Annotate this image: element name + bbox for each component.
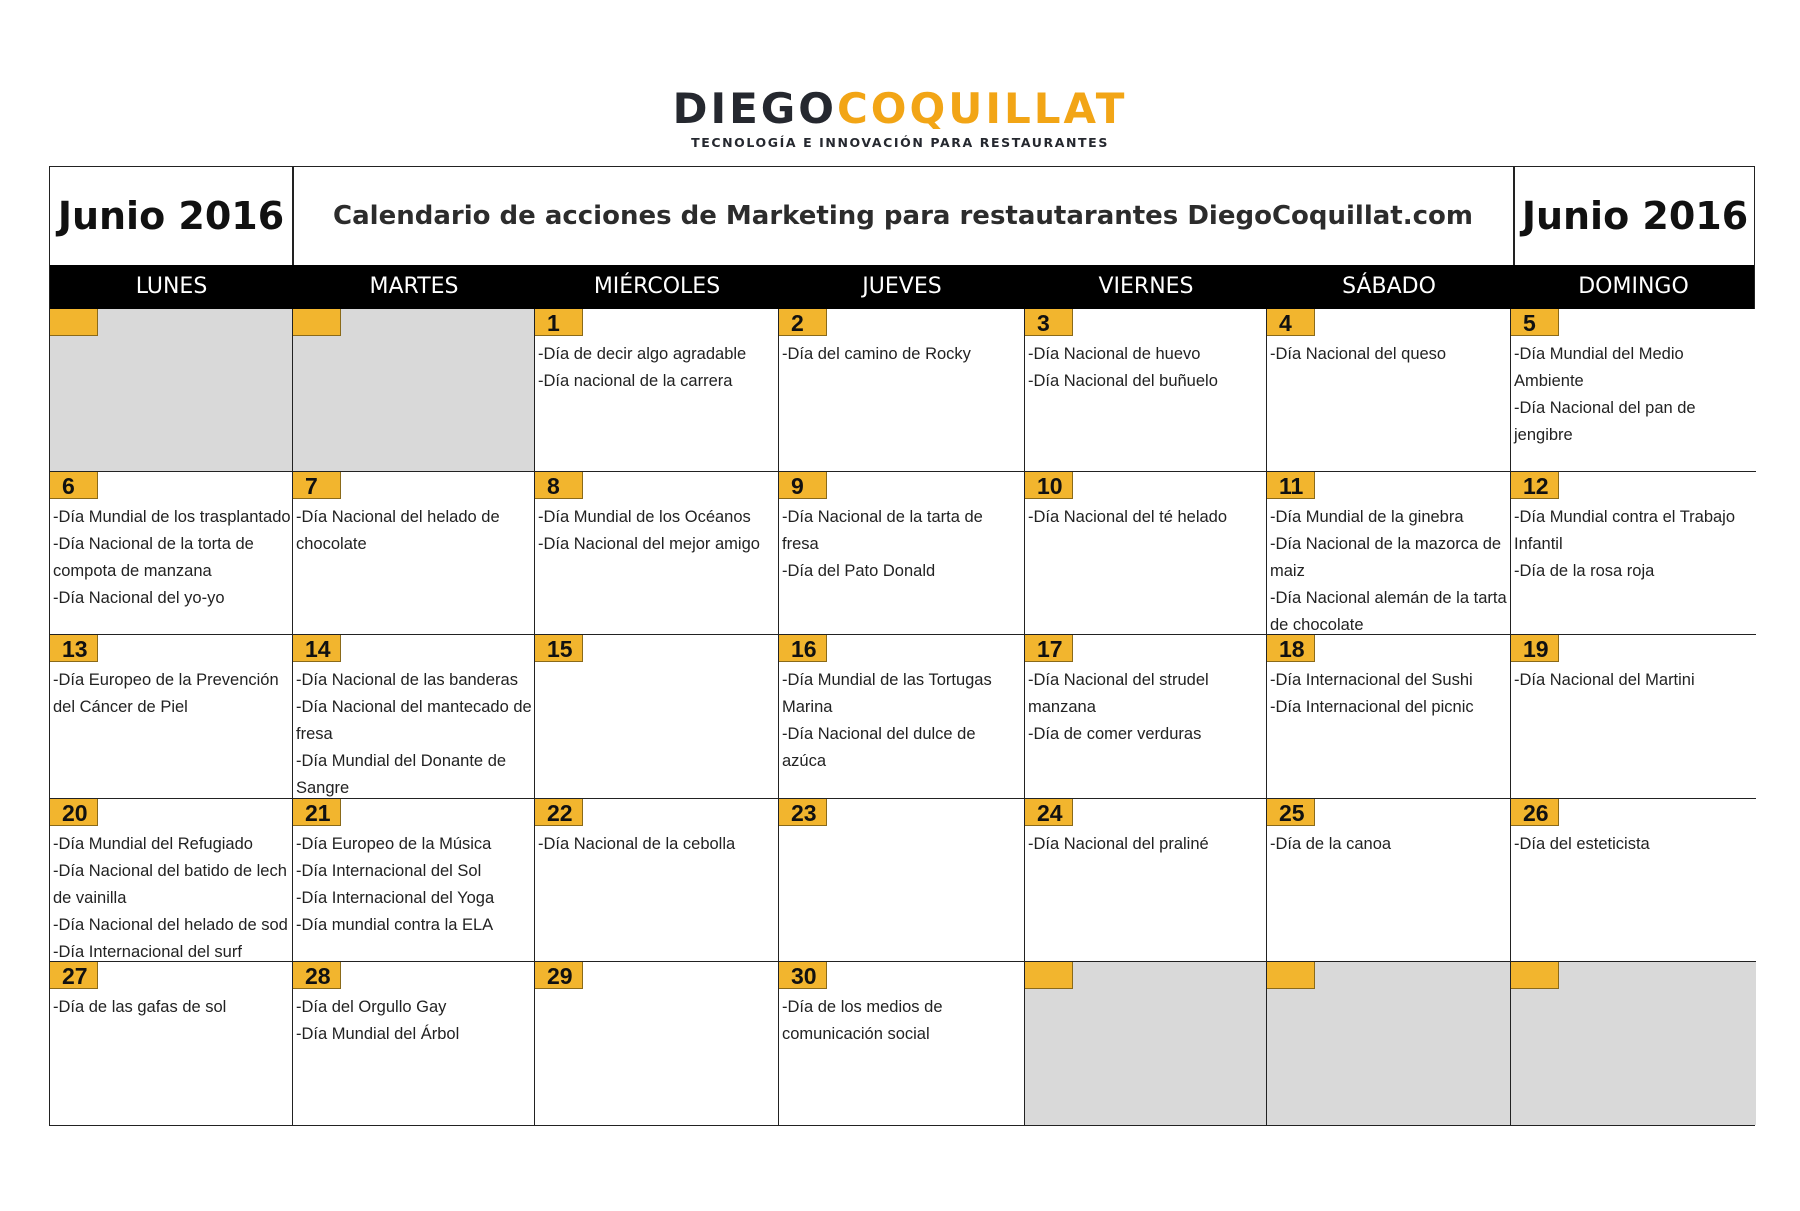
day-cell (779, 472, 1025, 635)
event-item: -Día Nacional de la torta de compota de manzana (53, 535, 254, 580)
month-label-right (1514, 167, 1756, 265)
day-cell (535, 309, 779, 472)
event-list (1028, 667, 1286, 748)
day-number-badge: 9 (779, 472, 827, 499)
event-item: -Día de las gafas de sol (53, 998, 227, 1016)
logo-part-coquillat: COQUILLAT (836, 84, 1128, 133)
event-item: -Día Nacional del yo-yo (53, 589, 225, 607)
weekday-bar (50, 265, 1754, 309)
weekday-header: JUEVES (862, 274, 942, 299)
day-cell (50, 635, 293, 799)
day-number-badge: 22 (535, 799, 583, 826)
day-number-badge: 25 (1267, 799, 1315, 826)
day-cell (293, 962, 535, 1125)
day-number-badge (1511, 962, 1559, 989)
event-item: -Día Nacional de la tarta de fresa (782, 508, 983, 553)
calendar (49, 166, 1755, 1126)
event-list (538, 831, 798, 858)
day-number-badge (1025, 962, 1073, 989)
event-item: -Día Nacional de la mazorca de maiz (1270, 535, 1502, 580)
event-item: -Día Internacional del Sol (296, 862, 482, 880)
event-list (1514, 341, 1776, 449)
weekday-header: VIERNES (1098, 274, 1194, 299)
event-list (53, 994, 312, 1021)
event-list (538, 504, 798, 558)
event-list (296, 667, 554, 802)
weekday-header: SÁBADO (1342, 274, 1436, 299)
event-list (53, 667, 312, 721)
day-number-badge: 19 (1511, 635, 1559, 662)
day-cell (1267, 635, 1511, 799)
event-list (782, 667, 1044, 775)
day-cell (1511, 309, 1756, 472)
weekday-header: LUNES (135, 274, 208, 299)
day-number-badge: 28 (293, 962, 341, 989)
event-item: -Día Nacional del helado de sod (53, 916, 288, 934)
event-item: -Día Nacional del praliné (1028, 835, 1209, 853)
event-item: -Día nacional de la carrera (538, 372, 733, 390)
empty-day-cell (293, 309, 535, 472)
empty-day-cell (1511, 962, 1756, 1125)
event-item: -Día del esteticista (1514, 835, 1650, 853)
event-item: -Día Mundial del Medio Ambiente (1514, 345, 1684, 390)
logo-tagline: TECNOLOGÍA E INNOVACIÓN PARA RESTAURANTES (691, 135, 1109, 150)
day-cell (1025, 472, 1267, 635)
event-item: -Día Nacional del mejor amigo (538, 535, 760, 553)
event-list (1270, 341, 1530, 368)
event-item: -Día Nacional del pan de jengibre (1514, 399, 1696, 444)
day-number-badge: 27 (50, 962, 98, 989)
calendar-header (50, 167, 1754, 265)
event-list (1028, 831, 1286, 858)
day-cell (50, 962, 293, 1125)
day-number-badge: 10 (1025, 472, 1073, 499)
event-item: -Día Internacional del Sushi (1270, 671, 1473, 689)
day-number-badge (50, 309, 98, 336)
event-item: -Día Internacional del picnic (1270, 698, 1474, 716)
event-item: -Día Mundial del Árbol (296, 1025, 460, 1043)
event-item: -Día del camino de Rocky (782, 345, 971, 363)
event-list (296, 504, 554, 558)
event-item: -Día Mundial del Donante de Sangre (296, 752, 507, 797)
day-cell (535, 635, 779, 799)
day-cell (1025, 635, 1267, 799)
day-number-badge: 8 (535, 472, 583, 499)
event-item: -Día Mundial de los trasplantado (53, 508, 291, 526)
event-item: -Día Nacional de la cebolla (538, 835, 736, 853)
day-number-badge: 30 (779, 962, 827, 989)
event-item: -Día Nacional del helado de chocolate (296, 508, 500, 553)
event-item: -Día Nacional de las banderas (296, 671, 518, 689)
day-number-badge: 18 (1267, 635, 1315, 662)
event-item: -Día Nacional de huevo (1028, 345, 1201, 363)
event-item: -Día Nacional del batido de lech de vainilla (53, 862, 287, 907)
event-item: -Día Mundial de la ginebra (1270, 508, 1464, 526)
event-item: -Día Nacional del queso (1270, 345, 1447, 363)
day-cell (779, 962, 1025, 1125)
event-item: -Día mundial contra la ELA (296, 916, 494, 934)
day-cell (1511, 799, 1756, 962)
header-divider (1513, 167, 1515, 265)
event-list (1514, 831, 1776, 858)
day-cell (535, 962, 779, 1125)
day-number-badge: 17 (1025, 635, 1073, 662)
weekday-header: MARTES (369, 274, 459, 299)
day-number-badge: 5 (1511, 309, 1559, 336)
day-number-badge: 14 (293, 635, 341, 662)
event-list (538, 341, 798, 395)
event-item: -Día del Pato Donald (782, 562, 936, 580)
day-cell (293, 635, 535, 799)
event-item: -Día Nacional del mantecado de fresa (296, 698, 532, 743)
day-cell (1267, 309, 1511, 472)
logo-wordmark (0, 84, 1800, 134)
day-number-badge: 1 (535, 309, 583, 336)
event-item: -Día Nacional alemán de la tarta de chocolate (1270, 589, 1507, 634)
event-item: -Día Mundial de las Tortugas Marina (782, 671, 992, 716)
header-divider (292, 167, 294, 265)
event-item: -Día Nacional del dulce de azúca (782, 725, 976, 770)
day-number-badge: 2 (779, 309, 827, 336)
event-item: -Día de la rosa roja (1514, 562, 1655, 580)
event-item: -Día del Orgullo Gay (296, 998, 447, 1016)
event-list (1270, 504, 1530, 639)
logo (0, 84, 1800, 150)
event-item: -Día de la canoa (1270, 835, 1392, 853)
event-item: -Día Nacional del té helado (1028, 508, 1228, 526)
day-number-badge: 15 (535, 635, 583, 662)
event-item: -Día Mundial del Refugiado (53, 835, 253, 853)
calendar-title-text: Calendario de acciones de Marketing para restautarantes DiegoCoquillat.com (333, 201, 1473, 231)
event-list (1270, 831, 1530, 858)
day-cell (1511, 635, 1756, 799)
weekday-header: DOMINGO (1578, 274, 1689, 299)
day-number-badge: 13 (50, 635, 98, 662)
event-list (296, 831, 554, 939)
day-cell (50, 799, 293, 962)
day-cell (1511, 472, 1756, 635)
event-list (782, 504, 1044, 585)
day-number-badge (1267, 962, 1315, 989)
calendar-title (292, 167, 1514, 265)
empty-day-cell (50, 309, 293, 472)
day-number-badge: 24 (1025, 799, 1073, 826)
day-cell (1267, 472, 1511, 635)
event-item: -Día de comer verduras (1028, 725, 1202, 743)
event-list (782, 341, 1044, 368)
month-left-text: Junio 2016 (57, 194, 285, 238)
event-list (1514, 504, 1776, 585)
day-number-badge: 26 (1511, 799, 1559, 826)
day-number-badge: 7 (293, 472, 341, 499)
day-number-badge: 3 (1025, 309, 1073, 336)
day-cell (1025, 799, 1267, 962)
day-number-badge: 21 (293, 799, 341, 826)
event-item: -Día Nacional del buñuelo (1028, 372, 1218, 390)
day-number-badge: 23 (779, 799, 827, 826)
day-number-badge: 29 (535, 962, 583, 989)
day-number-badge: 12 (1511, 472, 1559, 499)
event-item: -Día Internacional del surf (53, 943, 242, 961)
event-item: -Día Nacional del Martini (1514, 671, 1695, 689)
day-cell (293, 472, 535, 635)
event-list (1514, 667, 1776, 694)
day-cell (1267, 799, 1511, 962)
event-item: -Día Internacional del Yoga (296, 889, 495, 907)
day-cell (293, 799, 535, 962)
event-item: -Día Europeo de la Música (296, 835, 492, 853)
month-right-text: Junio 2016 (1521, 194, 1749, 238)
weekday-header: MIÉRCOLES (593, 274, 721, 299)
event-item: -Día Europeo de la Prevención del Cáncer de Piel (53, 671, 279, 716)
empty-day-cell (1267, 962, 1511, 1125)
event-item: -Día Mundial de los Océanos (538, 508, 751, 526)
event-list (782, 994, 1044, 1048)
event-list (1028, 504, 1286, 531)
event-item: -Día Mundial contra el Trabajo Infantil (1514, 508, 1736, 553)
day-number-badge: 6 (50, 472, 98, 499)
event-list (296, 994, 554, 1048)
logo-part-diego: DIEGO (672, 84, 837, 133)
day-cell (779, 635, 1025, 799)
day-cell (779, 799, 1025, 962)
event-list (1270, 667, 1530, 721)
day-number-badge: 11 (1267, 472, 1315, 499)
event-list (1028, 341, 1286, 395)
event-item: -Día de los medios de comunicación social (782, 998, 943, 1043)
day-cell (535, 799, 779, 962)
day-cell (50, 472, 293, 635)
calendar-grid (50, 309, 1754, 1125)
event-item: -Día de decir algo agradable (538, 345, 747, 363)
day-cell (779, 309, 1025, 472)
event-list (53, 504, 312, 612)
day-cell (1025, 309, 1267, 472)
day-number-badge: 16 (779, 635, 827, 662)
day-number-badge: 20 (50, 799, 98, 826)
day-cell (535, 472, 779, 635)
day-number-badge (293, 309, 341, 336)
empty-day-cell (1025, 962, 1267, 1125)
event-list (53, 831, 312, 966)
event-item: -Día Nacional del strudel manzana (1028, 671, 1209, 716)
month-label-left (50, 167, 292, 265)
day-number-badge: 4 (1267, 309, 1315, 336)
